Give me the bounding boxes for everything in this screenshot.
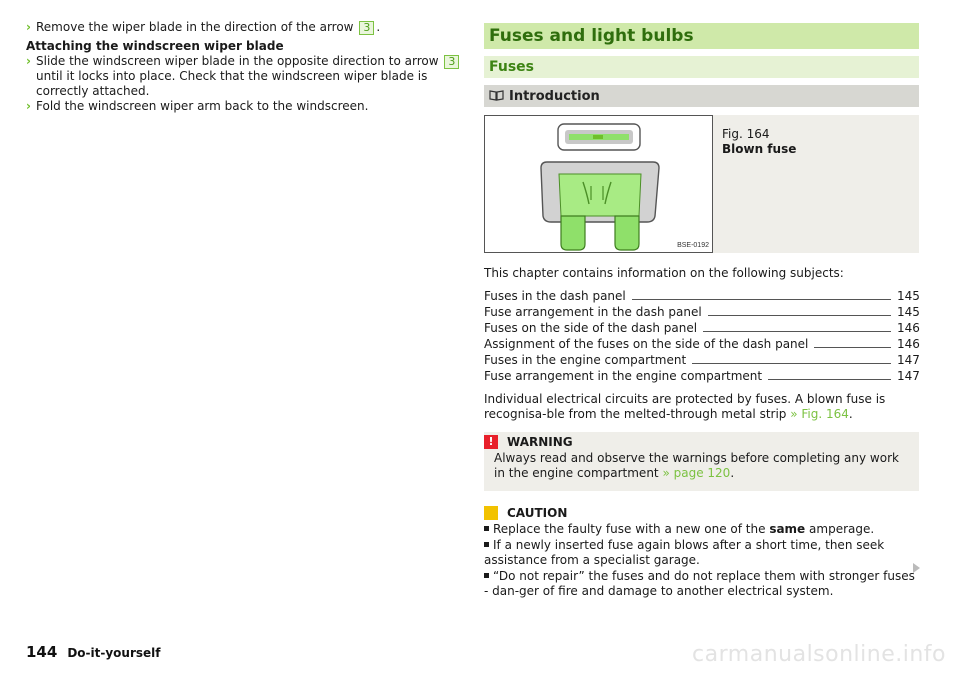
fig-164-link[interactable]: » Fig. 164 [790,407,849,421]
toc-label: Fuse arrangement in the dash panel [484,305,702,319]
step-text-end: . [376,20,381,34]
toc-intro: This chapter contains information on the following subjects: [484,266,844,280]
step-chevron-icon: › [26,54,31,68]
blown-fuse-image [484,115,713,253]
step-text: Remove the wiper blade in the direction of the arrow [36,20,354,34]
bullet-text: Replace the faulty fuse with a new one of the [493,522,766,536]
warning-title: WARNING [507,434,573,449]
warning-box [484,432,919,491]
bullet-bold: same [769,522,806,536]
paragraph-end: . [848,407,853,421]
subsection-title: Introduction [509,89,600,104]
bullet-square-icon [484,573,489,578]
step-chevron-icon: › [26,99,31,113]
bullet-text: “Do not repair” the fuses and do not replace them with stronger fuses - dan-ger of fire and damage to another electrical system. [484,569,915,598]
warning-text-end: . [730,466,735,480]
toc-page: 147 [897,369,920,383]
warning-body [484,451,909,481]
caution-bullet [484,538,919,568]
page-footer [26,643,160,661]
warning-header [484,434,909,450]
step-text-end: until it locks into place. Check that the windscreen wiper blade is correctly attached. [36,69,428,98]
bullet-square-icon [484,526,489,531]
arrow-ref-box: 3 [444,55,459,69]
toc-leader [692,363,891,364]
caution-bullet [484,569,919,599]
toc-leader [703,331,891,332]
bullet-text: If a newly inserted fuse again blows after a short time, then seek assistance from a specialist garage. [484,538,885,567]
section-name: Do-it-yourself [67,646,161,660]
step-text: Slide the windscreen wiper blade in the opposite direction to arrow [36,54,439,68]
toc-leader [708,315,891,316]
toc-label: Assignment of the fuses on the side of the dash panel [484,337,809,351]
subsection-heading [484,85,919,107]
section-heading: Fuses [484,56,919,78]
toc-row[interactable] [484,288,919,304]
step-chevron-icon: › [26,20,31,34]
watermark: carmanualsonline.info [692,642,946,667]
bullet-square-icon [484,542,489,547]
arrow-ref-box: 3 [359,21,374,35]
step-remove-blade [26,20,466,35]
caution-title: CAUTION [507,505,568,520]
paragraph-text: Individual electrical circuits are protected by fuses. A blown fuse is recognisa-ble from the melted-through metal strip [484,392,886,421]
subheading-attaching: Attaching the windscreen wiper blade [26,39,284,53]
step-slide-blade [26,54,466,99]
caution-box [484,505,919,599]
step-text: Fold the windscreen wiper arm back to the windscreen. [36,99,369,113]
toc-page: 147 [897,353,920,367]
toc-leader [632,299,891,300]
toc-row[interactable] [484,336,919,352]
toc-page: 145 [897,305,920,319]
toc-row[interactable] [484,320,919,336]
page-number: 144 [26,643,58,661]
toc-page: 146 [897,337,920,351]
step-fold-arm [26,99,466,114]
figure-title: Blown fuse [722,142,797,156]
caution-icon [484,506,498,520]
figure-number: Fig. 164 [722,127,770,141]
toc-label: Fuses in the dash panel [484,289,626,303]
toc-row[interactable] [484,368,919,384]
toc-page: 145 [897,289,920,303]
caution-header [484,505,919,521]
toc-leader [814,347,891,348]
left-column [26,20,466,114]
toc-label: Fuses in the engine compartment [484,353,687,367]
bullet-text-end: amperage. [809,522,875,536]
continue-arrow-icon [913,563,920,573]
warning-icon: ! [484,435,498,449]
caution-bullet [484,522,919,537]
toc-label: Fuses on the side of the dash panel [484,321,698,335]
toc-list [484,288,919,384]
page-120-link[interactable]: » page 120 [662,466,731,480]
toc-label: Fuse arrangement in the engine compartment [484,369,763,383]
warning-text: Always read and observe the warnings before completing any work in the engine compartment [494,451,899,480]
fuse-paragraph [484,392,919,422]
toc-page: 146 [897,321,920,335]
toc-leader [768,379,891,380]
figure-164 [484,115,919,253]
figure-caption [722,127,796,157]
toc-row[interactable] [484,304,919,320]
right-column [484,23,919,599]
chapter-heading: Fuses and light bulbs [484,23,919,49]
figure-code-label: BSE-0192 [677,242,709,249]
toc-row[interactable] [484,352,919,368]
book-icon [489,85,505,107]
